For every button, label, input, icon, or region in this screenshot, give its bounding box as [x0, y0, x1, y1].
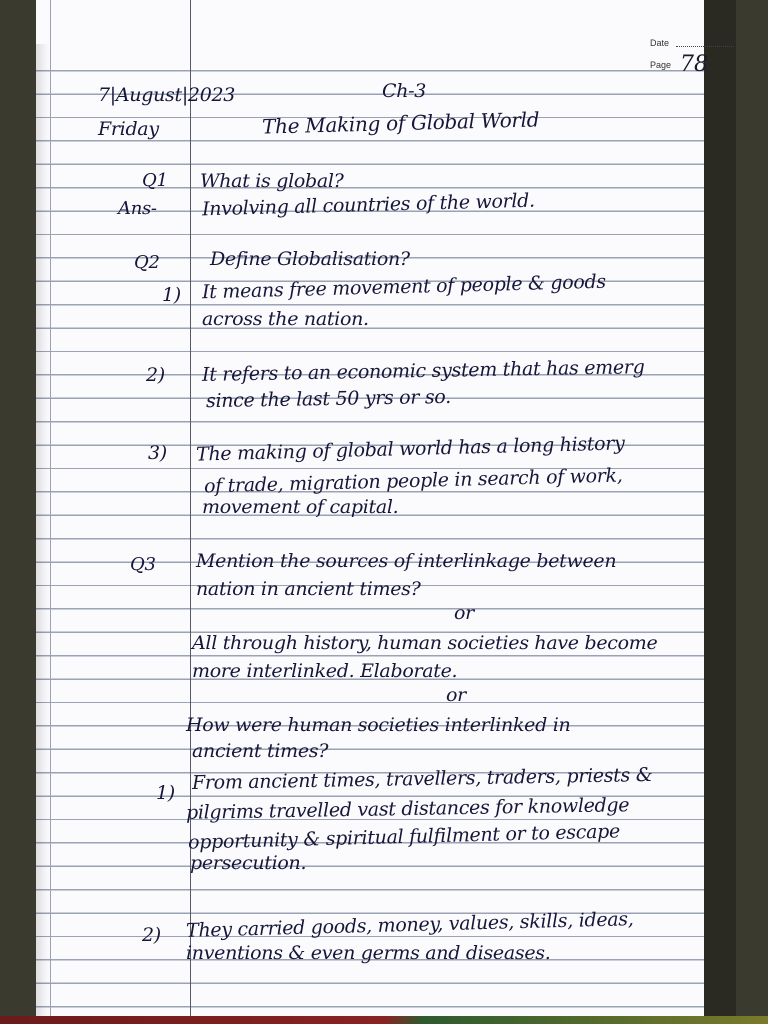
date-field-label: Date: [650, 38, 670, 48]
page-field-label: Page: [650, 60, 672, 70]
q3-alt-2-line-1: How were human societies interlinked in: [186, 714, 571, 736]
q2-point-3-line-1: The making of global world has a long history: [195, 432, 625, 466]
q3-point-1-marker: 1): [156, 782, 175, 804]
q3-or-2: or: [446, 684, 466, 706]
q3-alt-2-line-2: ancient times?: [192, 740, 329, 762]
q3-question-line-1: Mention the sources of interlinkage between: [196, 550, 617, 572]
page-title: The Making of Global World: [261, 107, 540, 139]
date-field-line: [676, 46, 734, 47]
entry-date: 7|August|2023: [98, 84, 236, 106]
background-fabric-edge: [0, 1016, 768, 1024]
q3-point-2-line-2: inventions & even germs and diseases.: [186, 942, 551, 964]
q3-point-1-line-4: persecution.: [190, 852, 307, 874]
page-number: 78: [680, 52, 708, 77]
q1-answer-label: Ans-: [118, 198, 157, 219]
q2-point-3-marker: 3): [148, 442, 167, 464]
page-top-margin: [36, 0, 736, 44]
q3-point-1-line-2: pilgrims travelled vast distances for knowledge: [185, 794, 630, 824]
q1-answer: Involving all countries of the world.: [201, 189, 536, 221]
q3-alt-1-line-1: All through history, human societies have become: [192, 632, 658, 654]
q3-question-line-2: nation in ancient times?: [196, 578, 421, 600]
q2-question: Define Globalisation?: [210, 248, 410, 270]
q2-point-1-marker: 1): [162, 284, 181, 306]
q2-point-3-line-2: of trade, migration people in search of work,: [203, 464, 623, 498]
q3-point-2-line-1: They carried goods, money, values, skills, ideas,: [185, 908, 634, 942]
q3-point-2-marker: 2): [142, 924, 161, 946]
entry-day: Friday: [98, 118, 159, 140]
q2-point-1-line-1: It means free movement of people & goods: [201, 270, 607, 304]
q2-point-3-line-3: movement of capital.: [202, 496, 399, 518]
chapter-label: Ch-3: [382, 80, 427, 102]
q2-point-2-line-1: It refers to an economic system that has emerg: [201, 356, 645, 386]
q1-number: Q1: [142, 170, 168, 191]
q2-point-1-line-2: across the nation.: [202, 308, 369, 330]
q2-number: Q2: [134, 252, 160, 273]
margin-line-outer: [50, 0, 51, 1024]
notebook-page: [36, 0, 736, 1024]
q3-point-1-line-3: opportunity & spiritual fulfilment or to escape: [187, 820, 621, 854]
page-edge-shadow: [704, 0, 736, 1024]
q3-or-1: or: [454, 602, 474, 624]
q3-point-1-line-1: From ancient times, travellers, traders, priests &: [191, 763, 653, 795]
q2-point-2-marker: 2): [146, 364, 165, 386]
q1-question: What is global?: [200, 170, 344, 192]
q2-point-2-line-2: since the last 50 yrs or so.: [205, 385, 452, 413]
q3-number: Q3: [130, 554, 156, 575]
q3-alt-1-line-2: more interlinked. Elaborate.: [192, 660, 458, 682]
